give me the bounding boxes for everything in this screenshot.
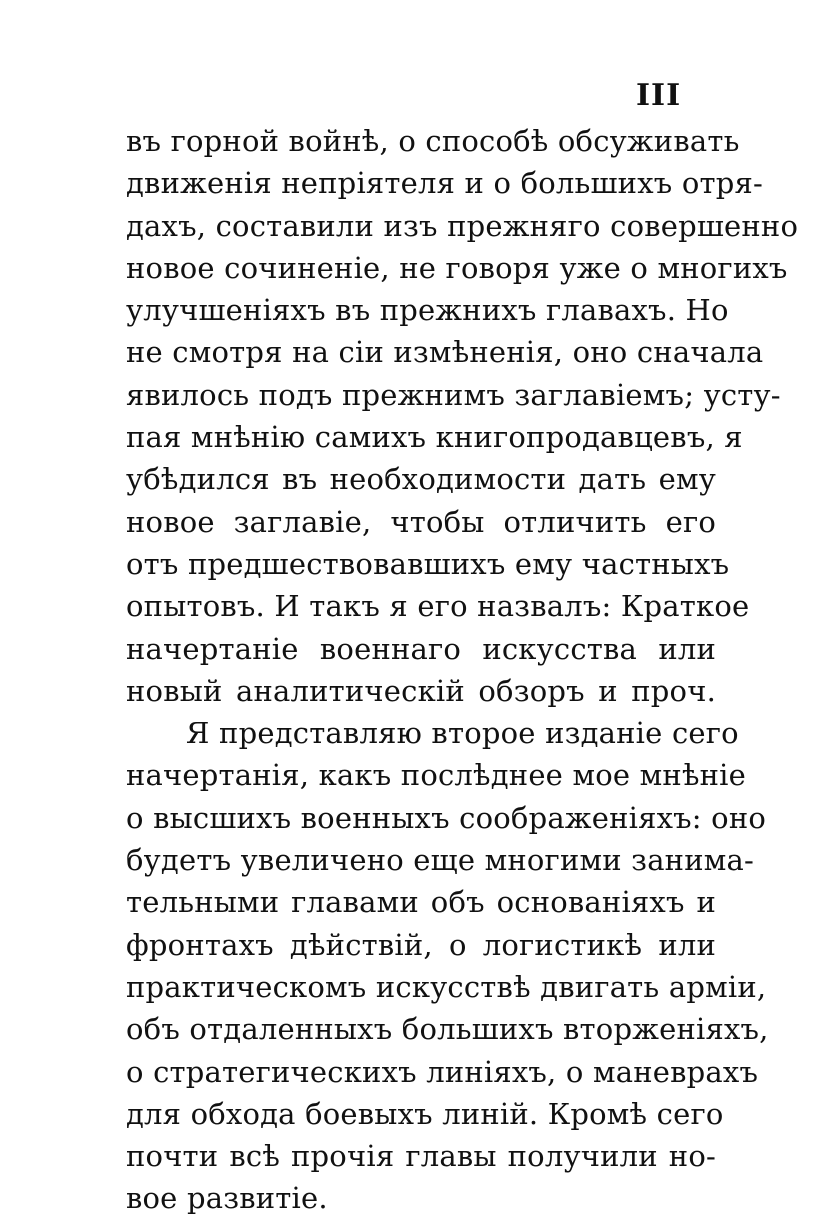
text-line: не смотря на сіи измѣненія, оно сначала [126, 335, 764, 370]
text-line: для обхода боевыхъ линій. Кромѣ сего [126, 1096, 724, 1131]
text-line: въ горной войнѣ, о способѣ обсуживать [126, 124, 740, 158]
text-line: начертаніе военнаго искусства или [126, 631, 716, 666]
text-line: пая мнѣнію самихъ книгопродавцевъ, я [126, 420, 743, 455]
text-line: о стратегическихъ линіяхъ, о маневрахъ [126, 1054, 759, 1089]
text-line: тельными главами объ основаніяхъ и [126, 885, 716, 920]
text-line: практическомъ искусствѣ двигать арміи, [126, 969, 767, 1004]
text-line: будетъ увеличено еще многими занима- [126, 843, 754, 878]
text-line: о высшихъ военныхъ соображеніяхъ: оно [126, 800, 767, 835]
text-line: новый аналитическій обзоръ и проч. [126, 673, 716, 708]
text-line: новое заглавіе, чтобы отличить его [126, 504, 716, 539]
text-line: опытовъ. И такъ я его назвалъ: Краткое [126, 589, 750, 624]
text-line: вое развитіе. [126, 1181, 328, 1216]
text-line: дахъ, составили изъ прежняго совершенно [126, 208, 799, 243]
text-line: Я представляю второе изданіе сего [186, 716, 739, 751]
text-line: явилось подъ прежнимъ заглавіемъ; усту- [126, 377, 781, 412]
text-line: убѣдился въ необходимости дать ему [126, 462, 716, 497]
text-line: почти всѣ прочія главы получили но- [126, 1139, 716, 1174]
text-line: движенія непріятеля и о большихъ отря- [126, 166, 763, 201]
text-line: отъ предшествовавшихъ ему частныхъ [126, 546, 730, 581]
text-line: фронтахъ дѣйствій, о логистикѣ или [126, 927, 716, 962]
page-number: III [636, 78, 682, 113]
text-line: новое сочиненіе, не говоря уже о многихъ [126, 250, 788, 285]
text-line: улучшеніяхъ въ прежнихъ главахъ. Но [126, 293, 729, 328]
text-line: начертанія, какъ послѣднее мое мнѣніе [126, 758, 746, 793]
body-text [126, 120, 799, 1220]
text-line: объ отдаленныхъ большихъ вторженіяхъ, [126, 1012, 769, 1047]
